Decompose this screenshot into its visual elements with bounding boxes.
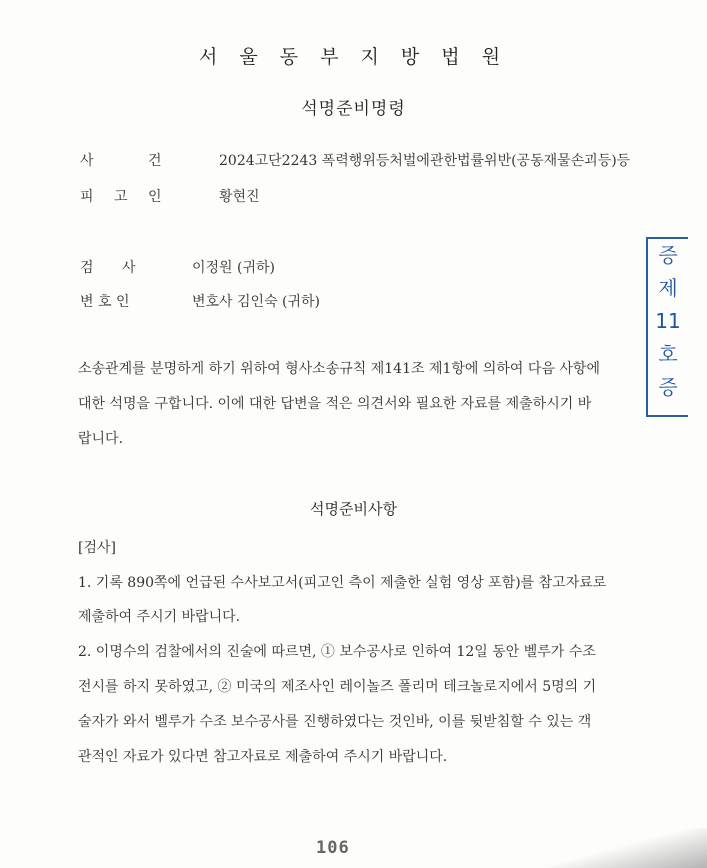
item-2-line: 관적인 자료가 있다면 참고자료로 제출하여 주시기 바랍니다. <box>78 749 448 765</box>
stamp-char: 증 <box>658 243 678 267</box>
court-name: 서 울 동 부 지 방 법 원 <box>198 46 509 68</box>
document-title: 석명준비명령 <box>301 99 406 119</box>
subject-label: [검사] <box>78 540 116 556</box>
stamp-char: 11 <box>655 309 681 333</box>
defendant-label-1: 피 <box>80 189 94 205</box>
defendant-label-3: 인 <box>148 189 162 205</box>
counsel-value: 변호사 김인숙 (귀하) <box>192 294 321 310</box>
intro-line: 소송관계를 분명하게 하기 위하여 형사소송규칙 제141조 제1항에 의하여 다음 사항에 <box>78 361 600 377</box>
item-2-line: 2. 이명수의 검찰에서의 진술에 따르면, ① 보수공사로 인하여 12일 동안 벨루가 수조 <box>78 644 596 660</box>
defendant-label-2: 고 <box>114 189 128 205</box>
stamp-char: 호 <box>658 342 678 366</box>
page-number: 106 <box>316 838 350 858</box>
stamp-char: 제 <box>658 276 678 300</box>
prosecutor-label-2: 사 <box>122 260 136 276</box>
case-label-1: 사 <box>80 153 94 169</box>
case-label-2: 건 <box>148 153 162 169</box>
defendant-value: 황현진 <box>219 189 260 205</box>
item-2-line: 술자가 와서 벨루가 수조 보수공사를 진행하였다는 것인바, 이를 뒷받침할 수 있는 객 <box>78 714 592 730</box>
prosecutor-label-1: 검 <box>80 260 94 276</box>
section-title: 석명준비사항 <box>310 500 397 518</box>
item-1-line: 1. 기록 890쪽에 언급된 수사보고서(피고인 측이 제출한 실험 영상 포함)를 참고자료로 <box>78 575 607 591</box>
case-value: 2024고단2243 폭력행위등처벌에관한법률위반(공동재물손괴등)등 <box>219 153 631 169</box>
intro-line: 대한 석명을 구합니다. 이에 대한 답변을 적은 의견서와 필요한 자료를 제출하시기 바 <box>78 396 592 412</box>
scan-corner-shadow <box>547 828 707 868</box>
prosecutor-value: 이정원 (귀하) <box>192 260 275 276</box>
evidence-stamp <box>646 237 688 417</box>
stamp-char: 증 <box>658 375 678 399</box>
intro-line: 랍니다. <box>78 431 124 447</box>
counsel-label: 변 호 인 <box>80 294 130 310</box>
item-1-line: 제출하여 주시기 바랍니다. <box>78 609 241 625</box>
item-2-line: 전시를 하지 못하였고, ② 미국의 제조사인 레이놀즈 폴리머 테크놀로지에서 5명의 기 <box>78 679 597 695</box>
